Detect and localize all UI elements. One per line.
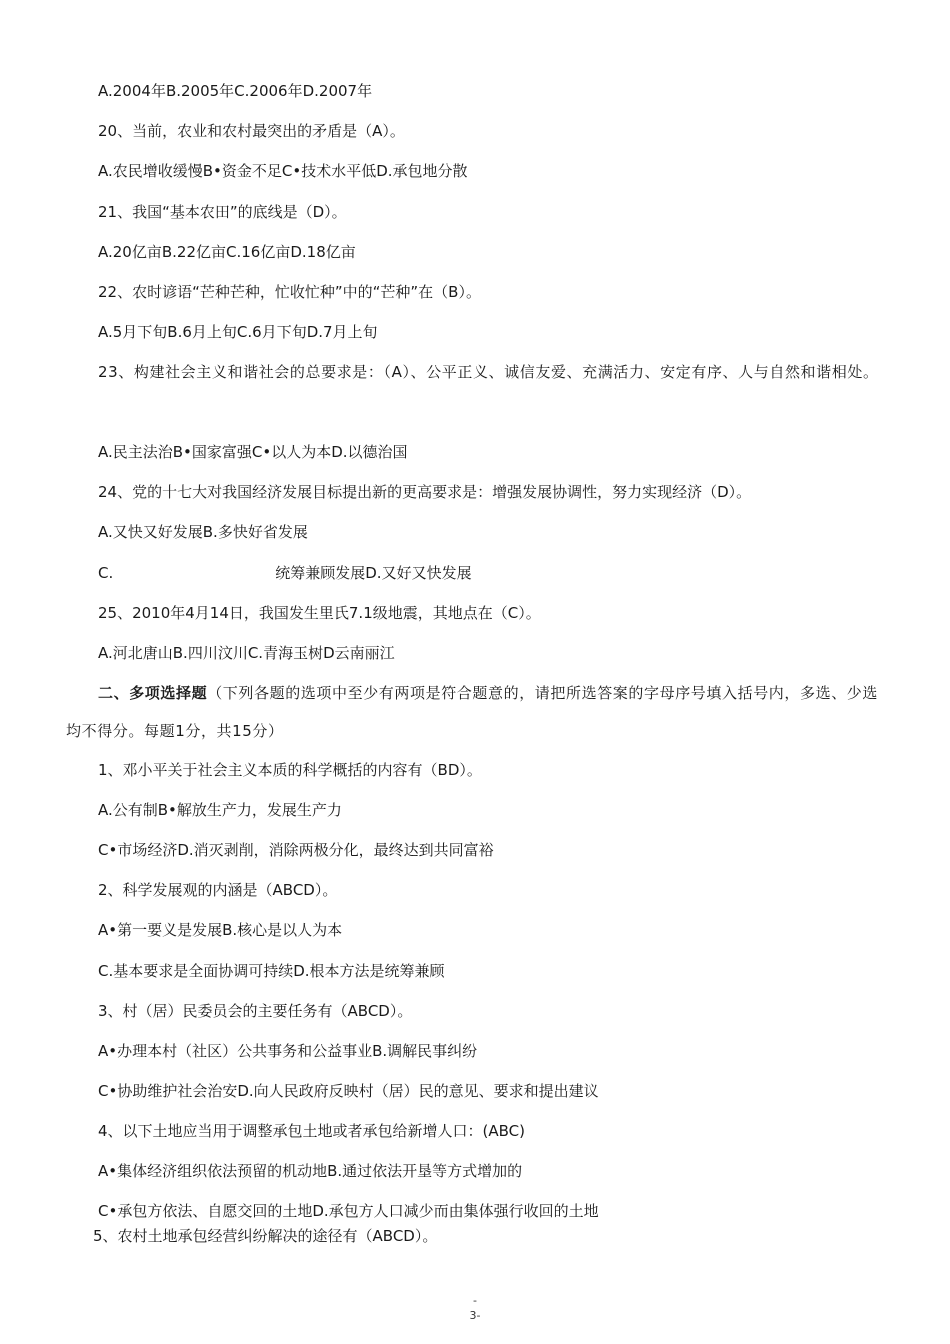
section-2-heading (66, 674, 890, 750)
mc-question-2: 2、科学发展观的内涵是（ABCD）。 (98, 881, 338, 899)
q20-options: A.农民增收缓慢B•资金不足C•技术水平低D.承包地分散 (98, 162, 468, 180)
section-2-instructions: （下列各题的选项中至少有两项是符合题意的，请把所选答案的字母序号填入括号内，多选、少选均不得分。每题1分，共15分） (66, 684, 879, 740)
q19-options: A.2004年B.2005年C.2006年D.2007年 (98, 82, 373, 100)
mc3-options-cd: C•协助维护社会治安D.向人民政府反映村（居）民的意见、要求和提出建议 (98, 1082, 599, 1100)
page-footer-dash: - (473, 1294, 477, 1307)
mc2-options-cd: C.基本要求是全面协调可持续D.根本方法是统筹兼顾 (98, 962, 445, 980)
mc-question-1: 1、邓小平关于社会主义本质的科学概括的内容有（BD）。 (98, 761, 482, 779)
q24-options-cd (98, 563, 472, 583)
q22-options: A.5月下旬B.6月上旬C.6月下旬D.7月上旬 (98, 323, 378, 341)
question-24: 24、党的十七大对我国经济发展目标提出新的更高要求是：增强发展协调性，努力实现经济（D）。 (98, 483, 752, 501)
mc-question-5: 5、农村土地承包经营纠纷解决的途径有（ABCD）。 (93, 1227, 438, 1245)
question-21: 21、我国“基本农田”的底线是（D）。 (98, 203, 347, 221)
section-2-title: 二、多项选择题 (98, 684, 208, 702)
mc4-options-cd: C•承包方依法、自愿交回的土地D.承包方人口减少而由集体强行收回的土地 (98, 1202, 599, 1220)
q24-options-ab: A.又快又好发展B.多快好省发展 (98, 523, 308, 541)
mc4-options-ab: A•集体经济组织依法预留的机动地B.通过依法开垦等方式增加的 (98, 1162, 523, 1180)
mc1-options-ab: A.公有制B•解放生产力，发展生产力 (98, 801, 342, 819)
mc3-options-ab: A•办理本村（社区）公共事务和公益事业B.调解民事纠纷 (98, 1042, 478, 1060)
q24-option-c-label: C. (98, 564, 114, 582)
question-25: 25、2010年4月14日，我国发生里氏7.1级地震，其地点在（C）。 (98, 604, 541, 622)
page-number: 3- (469, 1309, 481, 1322)
question-22: 22、农时谚语“芒种芒种，忙收忙种”中的“芒种”在（B）。 (98, 283, 481, 301)
q25-options: A.河北唐山B.四川汶川C.青海玉树D云南丽江 (98, 644, 395, 662)
q24-option-c-d-text: 统筹兼顾发展D.又好又快发展 (275, 564, 472, 582)
q21-options: A.20亿亩B.22亿亩C.16亿亩D.18亿亩 (98, 243, 356, 261)
mc1-options-cd: C•市场经济D.消灭剥削，消除两极分化，最终达到共同富裕 (98, 841, 494, 859)
mc-question-3: 3、村（居）民委员会的主要任务有（ABCD）。 (98, 1002, 413, 1020)
q23-options: A.民主法治B•国家富强C•以人为本D.以德治国 (98, 443, 408, 461)
mc-question-4: 4、以下土地应当用于调整承包土地或者承包给新增人口：(ABC) (98, 1122, 526, 1140)
mc2-options-ab: A•第一要义是发展B.核心是以人为本 (98, 921, 343, 939)
question-20: 20、当前，农业和农村最突出的矛盾是（A）。 (98, 122, 405, 140)
question-23: 23、构建社会主义和谐社会的总要求是：（A）、公平正义、诚信友爱、充满活力、安定有序、人与自然和谐相处。 (98, 363, 879, 381)
